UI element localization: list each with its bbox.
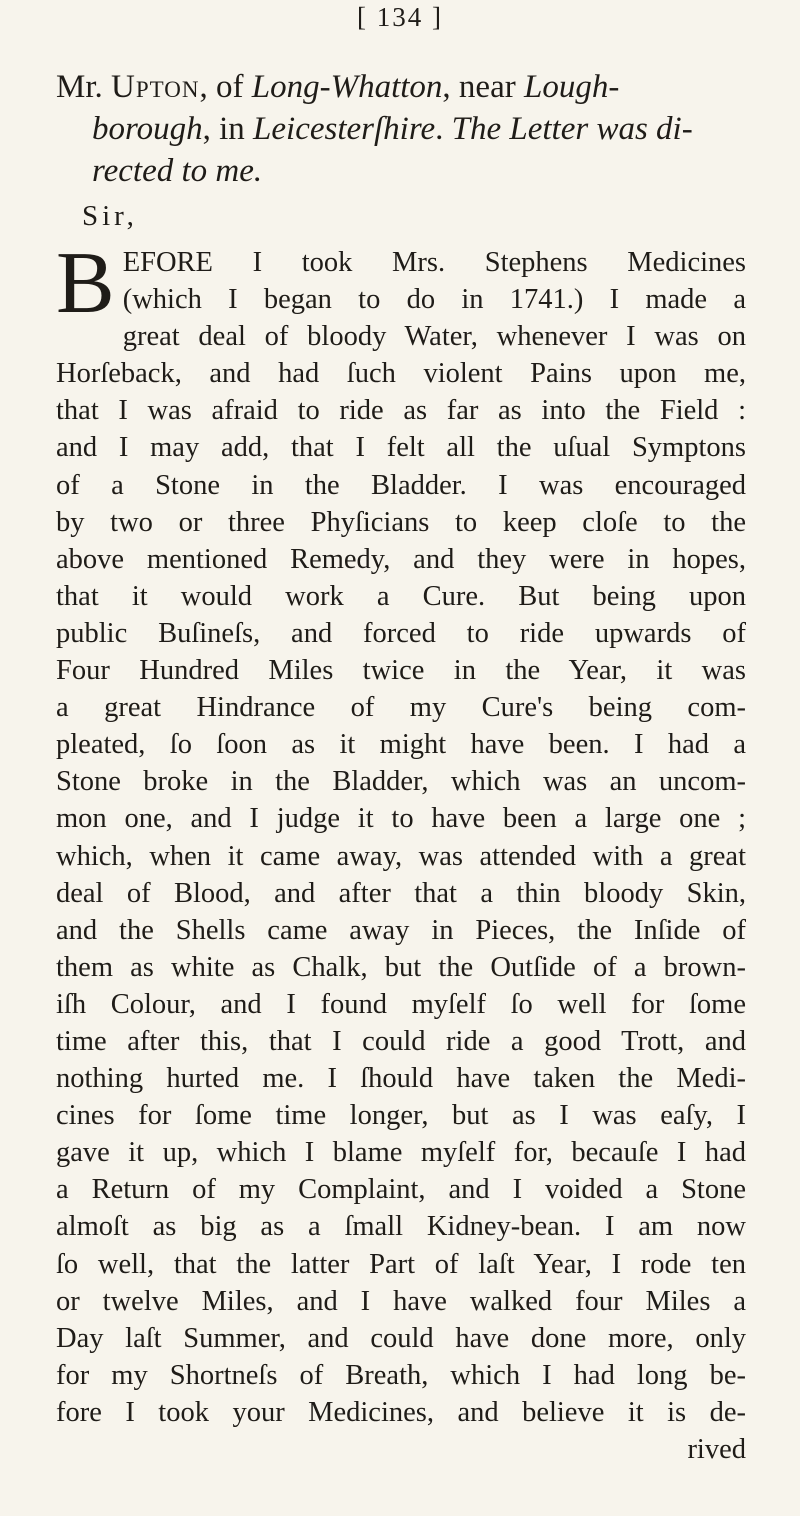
body-line: cines for ſome time longer, but as I was eaſy, I	[56, 1100, 746, 1132]
body-line: gave it up, which I blame myſelf for, becauſe I had	[56, 1137, 746, 1169]
heading-line-1: Mr. Upton, of Long-Whatton, near Lough-	[56, 69, 620, 105]
body-line: public Buſineſs, and forced to ride upwards of	[56, 617, 746, 649]
heading-line-3: rected to me.	[92, 153, 263, 189]
body-line: pleated, ſo ſoon as it might have been. I had a	[56, 729, 746, 761]
body-line: EFORE I took Mrs. Stephens Medicines	[122, 247, 746, 278]
body-line: Day laſt Summer, and could have done more, only	[56, 1322, 746, 1354]
body-line: that I was afraid to ride as far as into the Field :	[56, 395, 746, 427]
body-line: deal of Blood, and after that a thin bloody Skin,	[56, 877, 746, 909]
heading-line-2: borough, in Leicesterſhire. The Letter was di-	[92, 111, 693, 147]
body-line: Stone broke in the Bladder, which was an uncom-	[56, 766, 746, 798]
body-line: iſh Colour, and I found myſelf ſo well for ſome	[56, 988, 746, 1020]
body-line: and the Shells came away in Pieces, the Inſide of	[56, 914, 746, 946]
body-line: which, when it came away, was attended with a great	[56, 840, 746, 872]
body-line: or twelve Miles, and I have walked four Miles a	[56, 1285, 746, 1317]
body-line: a great Hindrance of my Cure's being com-	[56, 692, 746, 724]
body-line: great deal of bloody Water, whenever I was on	[122, 321, 746, 353]
body-line: by two or three Phyſicians to keep cloſe to the	[56, 506, 746, 538]
body-line: for my Shortneſs of Breath, which I had long be-	[56, 1359, 746, 1391]
body-line: Four Hundred Miles twice in the Year, it was	[56, 655, 746, 687]
body-line: fore I took your Medicines, and believe it is de-	[56, 1396, 746, 1428]
body-line: (which I began to do in 1741.) I made a	[122, 284, 746, 316]
salutation: Sir,	[82, 200, 138, 232]
body-line: of a Stone in the Bladder. I was encouraged	[56, 469, 746, 501]
body-line: ſo well, that the latter Part of laſt Year, I rode ten	[56, 1248, 746, 1280]
body-line: mon one, and I judge it to have been a large one ;	[56, 803, 746, 835]
body-line: above mentioned Remedy, and they were in hopes,	[56, 543, 746, 575]
body-line: them as white as Chalk, but the Outſide of a brown-	[56, 951, 746, 983]
body-line: a Return of my Complaint, and I voided a Stone	[56, 1174, 746, 1206]
body-line: and I may add, that I felt all the uſual Symptons	[56, 432, 746, 464]
letter-body	[56, 235, 746, 1468]
drop-cap: B	[56, 235, 115, 332]
page-number: [ 134 ]	[357, 2, 443, 32]
body-line: that it would work a Cure. But being upon	[56, 580, 746, 612]
body-line: almoſt as big as a ſmall Kidney-bean. I am now	[56, 1211, 746, 1243]
body-line: Horſeback, and had ſuch violent Pains upon me,	[56, 358, 746, 390]
catchword: rived	[687, 1434, 746, 1465]
body-line: nothing hurted me. I ſhould have taken the Medi-	[56, 1063, 746, 1095]
letter-heading	[56, 66, 746, 192]
body-line: time after this, that I could ride a good Trott, and	[56, 1025, 746, 1057]
